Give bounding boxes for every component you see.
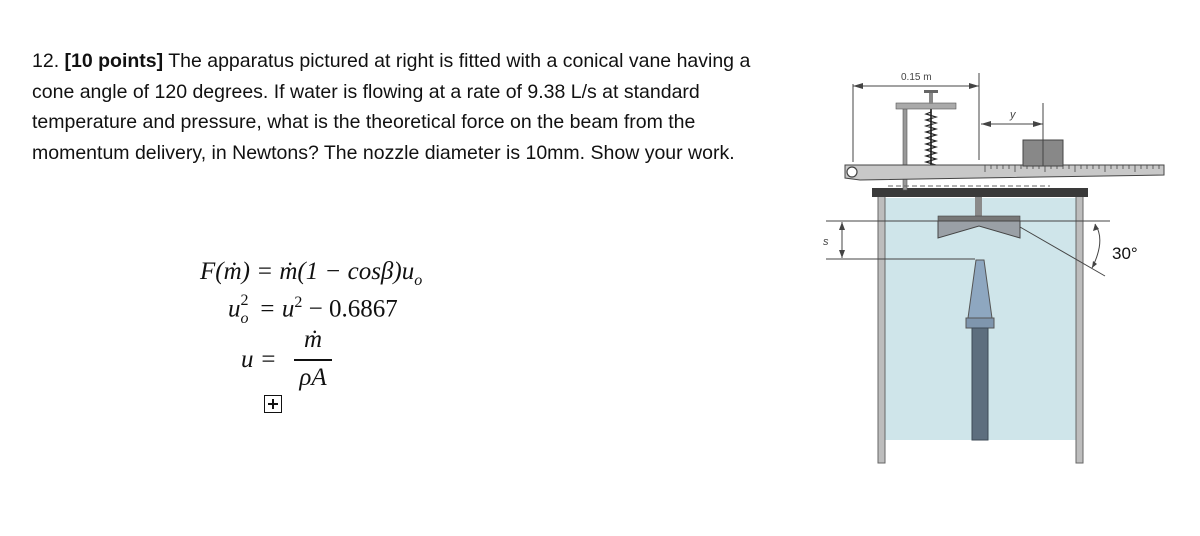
eq2-rhs: = u xyxy=(252,295,295,323)
eq2-lhs-sup: 2 xyxy=(240,292,249,310)
eq3-lhs: u = xyxy=(241,346,277,373)
eq2-rhs-sup: 2 xyxy=(294,294,303,311)
angle-label: 30° xyxy=(1112,244,1138,263)
eq3-denominator: ρA xyxy=(299,364,327,391)
y-label: y xyxy=(1010,109,1016,121)
s-label: s xyxy=(823,236,829,248)
screw-head xyxy=(924,90,938,93)
eq1-rhs: ṁ(1 − cosβ)u xyxy=(279,258,415,285)
pivot-pin xyxy=(847,167,857,177)
eq2-lhs-sub: o xyxy=(240,310,249,328)
tank-left-rod xyxy=(878,195,885,463)
eq1-lhs: F(ṁ) = xyxy=(200,258,280,285)
supply-pipe xyxy=(972,328,988,440)
question-number: 12. xyxy=(32,50,60,72)
s-arrow-down xyxy=(839,250,845,258)
y-arrow-right xyxy=(1033,121,1043,127)
y-arrow-left xyxy=(981,121,991,127)
adjust-screw xyxy=(929,92,933,104)
question-body: The apparatus pictured at right is fitted with a conical vane having a cone angle of 120 degrees. If water is flowing at a rate of 9.38 L/s at standard temperature and pressure, what is the theoretical force on the beam from the momentum delivery, in Newtons? The nozzle diameter is 10mm. Show your work. xyxy=(32,50,751,164)
question-points: [10 points] xyxy=(64,50,164,72)
eq2-lhs: u xyxy=(228,295,241,323)
eq1-sub: o xyxy=(414,272,423,289)
vane-plate xyxy=(938,216,1020,221)
nozzle-collar xyxy=(966,318,994,328)
distance-label: 0.15 m xyxy=(901,72,932,83)
tank-right-rod xyxy=(1076,195,1083,463)
eq2-rhs-tail: − 0.6867 xyxy=(302,295,398,323)
dim-arrow-left xyxy=(853,83,863,89)
lever-beam xyxy=(845,165,1164,180)
eq3-numerator: ṁ xyxy=(303,326,323,353)
dim-arrow-right xyxy=(969,83,979,89)
support-crossbar xyxy=(896,103,956,109)
s-arrow-up xyxy=(839,222,845,230)
